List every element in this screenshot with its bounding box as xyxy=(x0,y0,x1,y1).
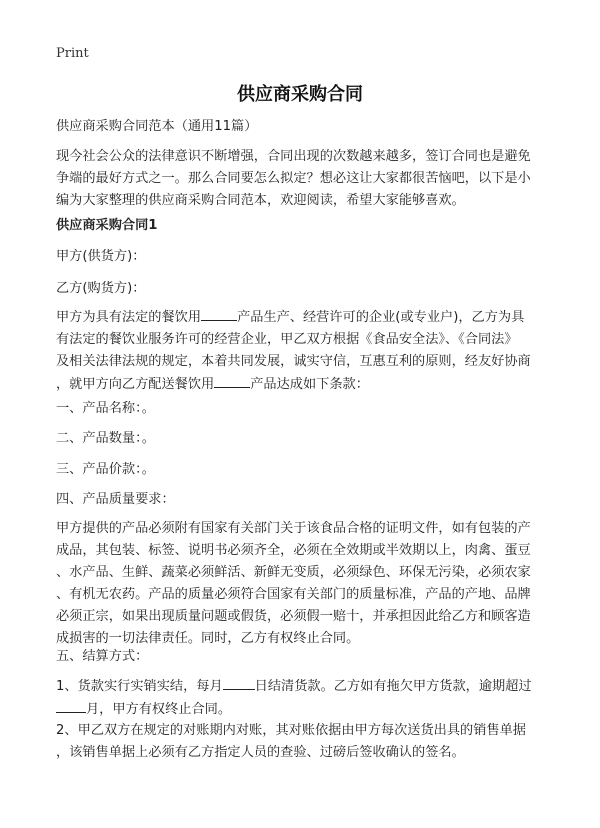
settlement-text: 日结清货款。乙方如有拖欠甲方货款，逾期超过 xyxy=(254,679,532,694)
blank-line xyxy=(214,373,250,388)
intro-line: 现今社会公众的法律意识不断增强，合同出现的次数越来越多，签订合同也是避免 xyxy=(56,149,531,164)
quality-line: 甲方提供的产品必须附有国家有关部门关于该食品合格的证明文件，如有包装的产 xyxy=(56,521,531,536)
quality-line: 、有机无农药。产品的质量必须符合国家有关部门的质量标准，产品的产地、品牌 xyxy=(56,587,531,602)
document-title: 供应商采购合同 xyxy=(237,84,363,105)
clause-text: 四、产品质量要求： xyxy=(56,492,175,507)
settlement-text: 月，甲方有权终止合同。 xyxy=(86,702,232,717)
quality-line: 、水产品、生鲜、蔬菜必须鲜活、新鲜无变质，必须绿色、环保无污染，必须农家 xyxy=(56,565,531,580)
preamble-line xyxy=(56,373,550,396)
preamble-text: 甲方为具有法定的餐饮用 xyxy=(56,310,202,325)
preamble-line: 及相关法律法规的规定，本着共同发展，诚实守信，互惠互利的原则，经友好协商 xyxy=(56,354,531,369)
blank-line xyxy=(56,698,86,713)
settlement-text: 1、货款实行实销实结，每月 xyxy=(56,679,223,694)
subtitle-text: 供应商采购合同范本（通用11篇） xyxy=(56,119,258,134)
preamble-text: 产品达成如下条款： xyxy=(250,377,369,392)
settlement-line xyxy=(56,675,550,698)
quality-line: 成品，其包装、标签、说明书必须齐全，必须在全效期或半效期以上，肉禽、蛋豆 xyxy=(56,543,531,558)
party-a-label: 甲方(供货方)： xyxy=(56,249,146,264)
settlement-clause-2 xyxy=(56,720,550,764)
clause-text: 三、产品价款：。 xyxy=(56,462,155,477)
blank-line xyxy=(201,306,237,321)
preamble-line: 有法定的餐饮业服务许可的经营企业，甲乙双方根据《食品安全法》、《合同法》 xyxy=(56,332,518,347)
settlement-heading-text: 五、结算方式： xyxy=(56,649,149,664)
intro-line: 争端的最好方式之一。那么合同要怎么拟定？想必这让大家都很苦恼吧，以下是小 xyxy=(56,171,531,186)
quality-line: 成损害的一切法律责任。同时，乙方有权终止合同。 xyxy=(56,631,360,646)
print-link[interactable]: Print xyxy=(56,46,89,61)
document-subtitle xyxy=(56,116,550,138)
clause-product-quality xyxy=(56,489,550,511)
blank-line xyxy=(223,675,255,690)
settlement-line xyxy=(56,698,550,721)
quality-paragraph xyxy=(56,518,550,650)
settlement-heading xyxy=(56,646,550,668)
quality-line: 必须正宗，如果出现质量问题或假货，必须假一赔十，并承担因此给乙方和顾客造 xyxy=(56,609,531,624)
party-b-line xyxy=(56,278,550,300)
preamble-text: 产品生产、经营许可的企业(或专业户)，乙方为具 xyxy=(237,310,525,325)
settlement-line: 2、甲乙双方在规定的对账期内对账，其对账依据由甲方每次送货出具的销售单据 xyxy=(56,723,526,738)
preamble-text: ，就甲方向乙方配送餐饮用 xyxy=(56,377,215,392)
clause-text: 二、产品数量：。 xyxy=(56,431,155,446)
preamble-line xyxy=(56,306,550,329)
settlement-clause-1 xyxy=(56,675,550,721)
party-a-line xyxy=(56,246,550,268)
clause-product-quantity xyxy=(56,428,550,450)
clause-product-price xyxy=(56,459,550,481)
settlement-line: ，该销售单据上必须有乙方指定人员的查验、过磅后签收确认的签名。 xyxy=(56,745,465,760)
clause-text: 一、产品名称：。 xyxy=(56,401,155,416)
party-b-label: 乙方(购货方)： xyxy=(56,281,146,296)
contract-preamble xyxy=(56,306,550,396)
section-heading-text: 供应商采购合同1 xyxy=(56,218,158,233)
intro-paragraph xyxy=(56,146,550,212)
section-heading xyxy=(56,215,550,237)
clause-product-name xyxy=(56,398,550,420)
intro-line: 编为大家整理的供应商采购合同范本，欢迎阅读，希望大家能够喜欢。 xyxy=(56,193,465,208)
